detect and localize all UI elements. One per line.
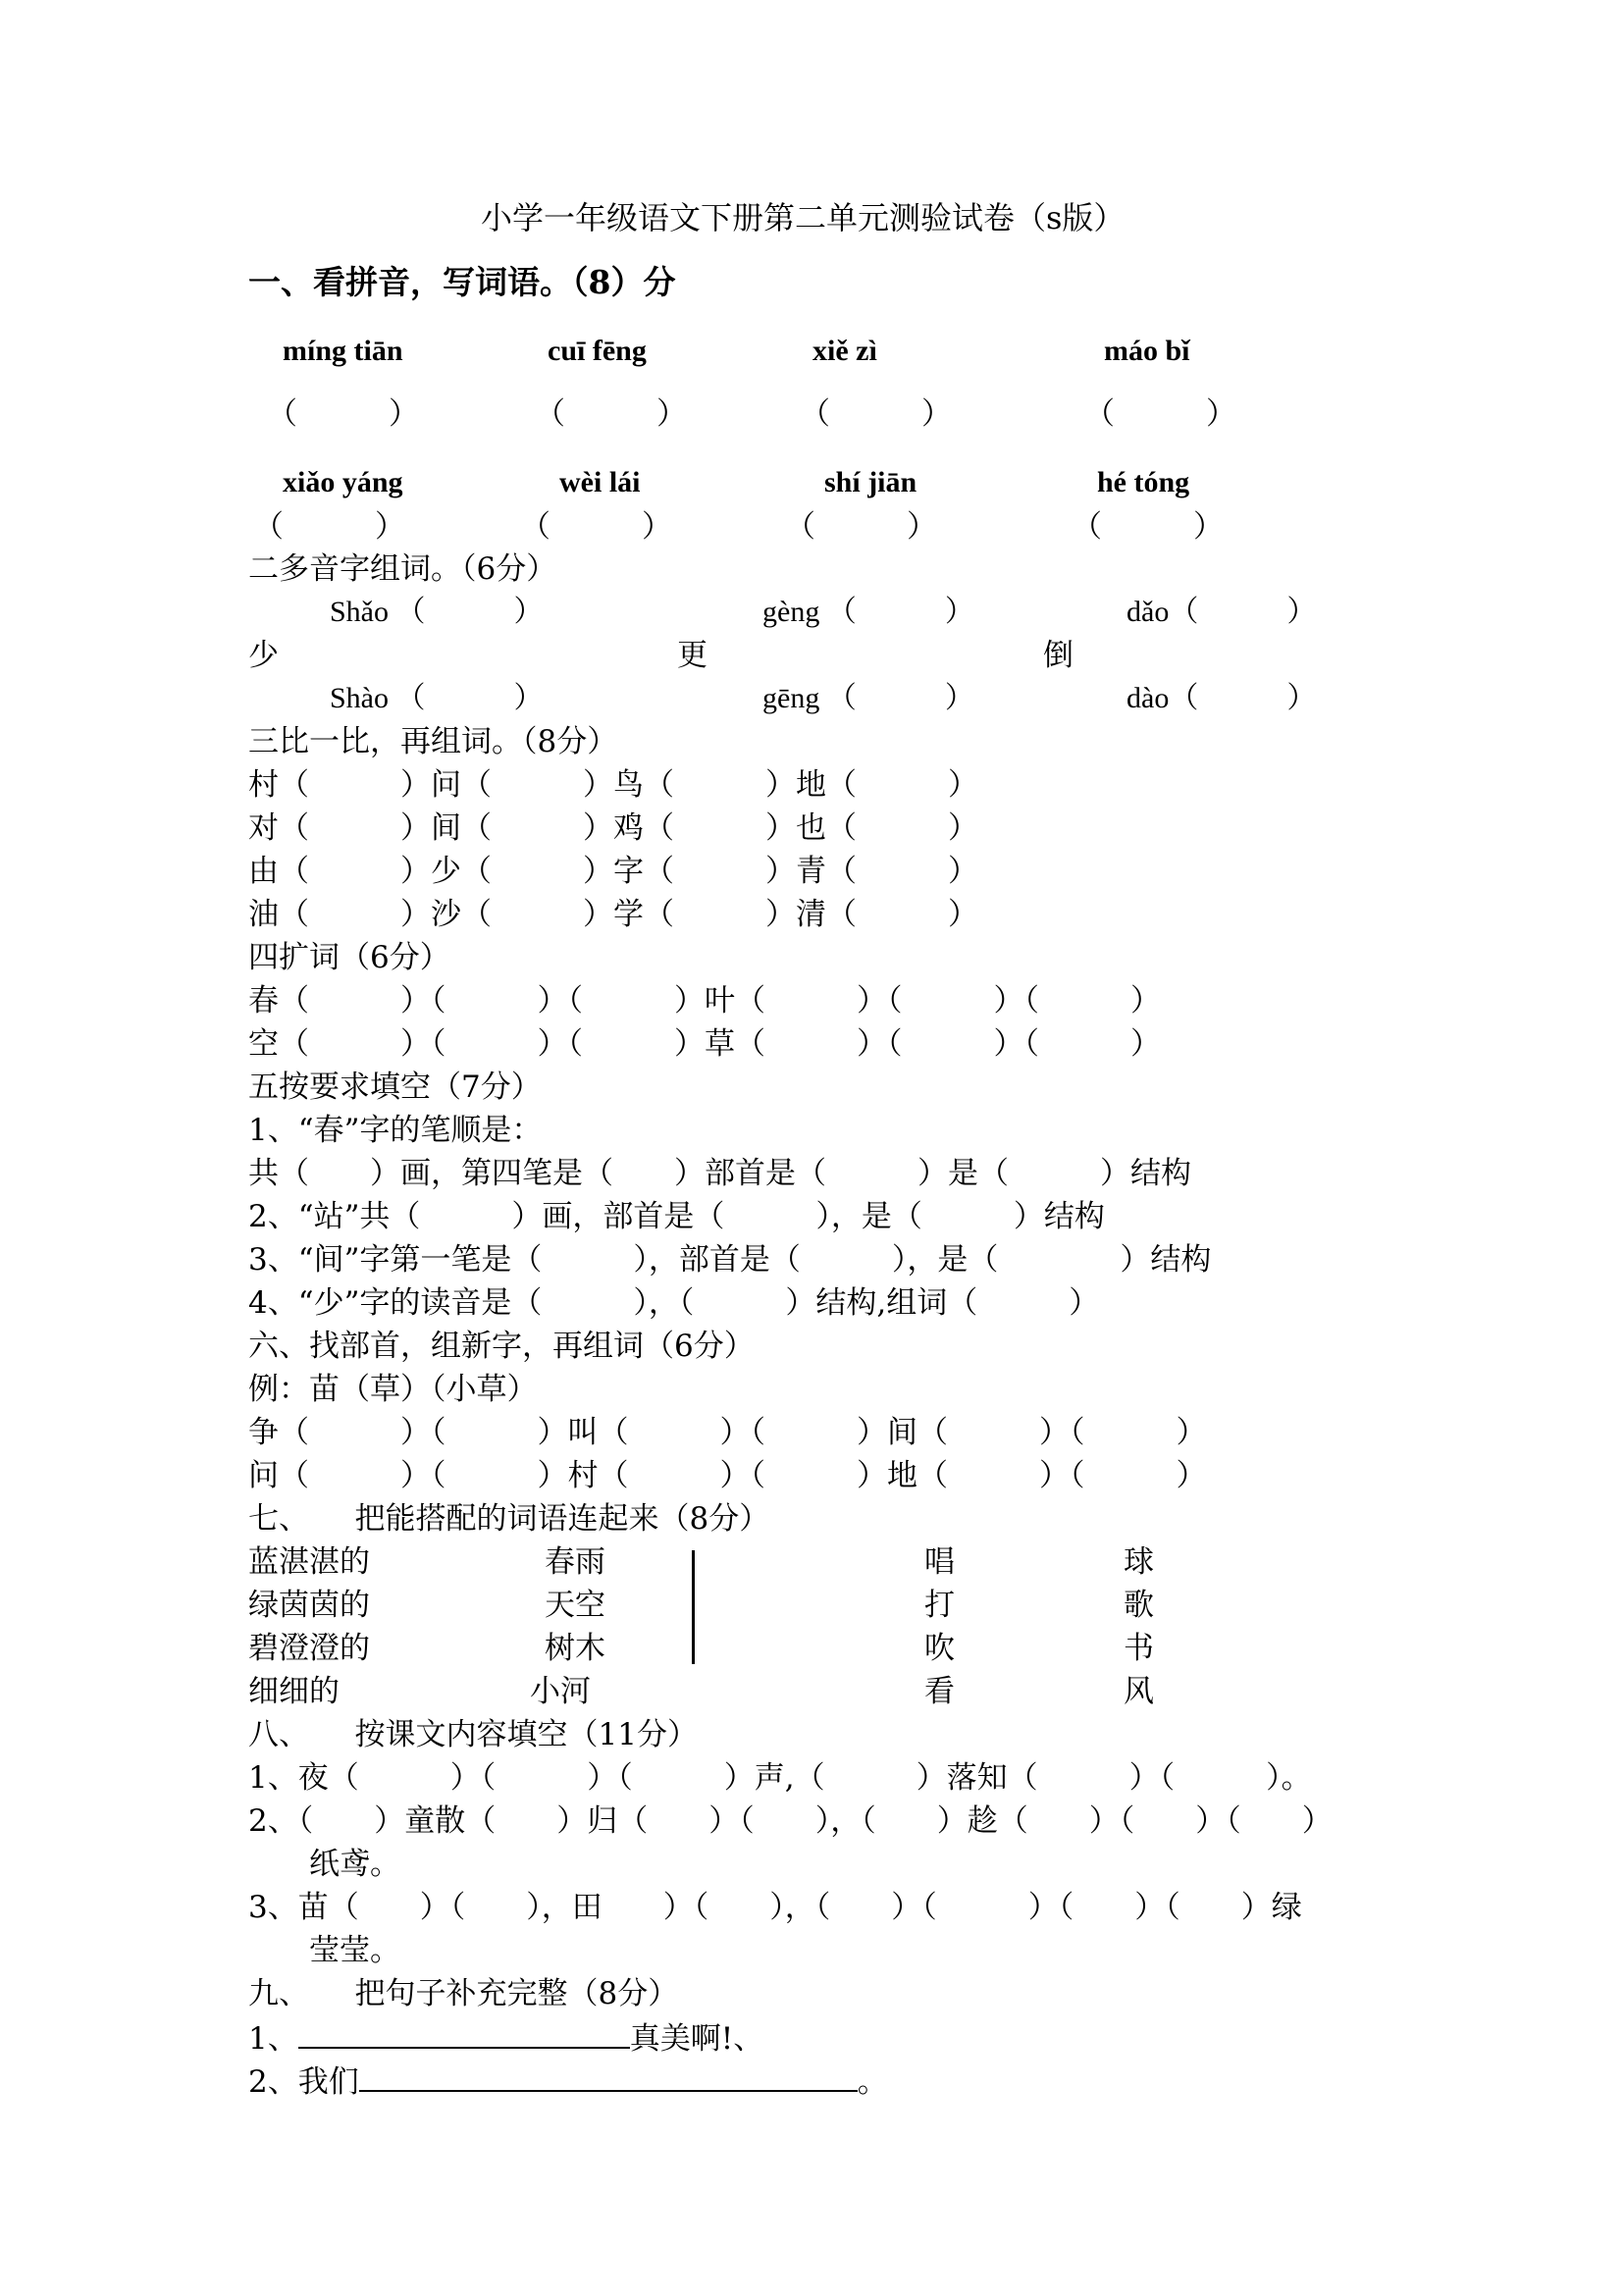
match-verb[interactable]: 打 (924, 1588, 955, 1623)
pinyin-8: hé tóng (1097, 466, 1190, 498)
sentence-prefix: 2、我们 (248, 2064, 359, 2100)
compare-row[interactable]: 油（ ）沙（ ）学（ ）清（ ） (248, 897, 978, 932)
pinyin-2: cuī fēng (548, 335, 647, 367)
match-left[interactable]: 碧澄澄的 (248, 1631, 370, 1666)
match-noun[interactable]: 球 (1124, 1544, 1154, 1580)
answer-blank[interactable]: （ ） (1072, 509, 1224, 545)
example-line: 例：苗（草）（小草） (248, 1372, 538, 1407)
sentence-blank[interactable] (359, 2061, 858, 2092)
expand-row[interactable]: 空（ ）（ ）（ ）草（ ）（ ）（ ） (248, 1026, 1161, 1062)
polyphone-reading[interactable]: Shǎo （ ） (330, 596, 544, 628)
match-verb[interactable]: 看 (924, 1674, 955, 1709)
fill-row: 1、“春”字的笔顺是： (248, 1113, 543, 1148)
sentence-blank[interactable] (298, 2017, 630, 2049)
answer-blank[interactable]: （ ） (785, 509, 937, 545)
pinyin-3: xiě zì (812, 335, 877, 367)
match-mid[interactable]: 天空 (545, 1588, 605, 1623)
match-noun[interactable]: 歌 (1124, 1588, 1154, 1623)
polyphone-reading[interactable]: gèng （ ） (762, 596, 974, 628)
match-noun[interactable]: 风 (1124, 1674, 1154, 1709)
match-left[interactable]: 蓝湛湛的 (248, 1544, 370, 1580)
polyphone-char: 更 (677, 638, 707, 673)
match-mid[interactable]: 春雨 (545, 1544, 605, 1580)
divider-line (692, 1550, 695, 1664)
sentence-suffix: 。 (857, 2064, 888, 2100)
poem-row[interactable]: 1、夜（ ）（ ）（ ）声,（ ）落知（ ）（ ）。 (248, 1760, 1312, 1796)
match-mid[interactable]: 树木 (545, 1631, 605, 1666)
match-left[interactable]: 绿茵茵的 (248, 1588, 370, 1623)
pinyin-6: wèi lái (559, 466, 641, 498)
answer-blank[interactable]: （ ） (1084, 396, 1236, 432)
match-left[interactable]: 细细的 (248, 1674, 340, 1709)
pinyin-4: máo bǐ (1104, 335, 1190, 367)
compare-row[interactable]: 由（ ）少（ ）字（ ）青（ ） (248, 854, 978, 889)
section-5-heading: 五按要求填空（7分） (248, 1070, 542, 1105)
match-verb[interactable]: 唱 (924, 1544, 955, 1580)
sentence-prefix: 1、 (248, 2021, 298, 2057)
pinyin-1: míng tiān (283, 335, 403, 367)
polyphone-char: 少 (248, 638, 279, 673)
answer-blank[interactable]: （ ） (267, 396, 419, 432)
match-verb[interactable]: 吹 (924, 1631, 955, 1666)
poem-row: 莹莹。 (248, 1933, 400, 1968)
section-1-heading: 一、看拼音，写词语。（8）分 (248, 263, 676, 301)
section-7-heading: 七、 把能搭配的词语连起来（8分） (248, 1501, 770, 1537)
polyphone-reading[interactable]: dǎo（ ） (1126, 596, 1317, 628)
answer-blank[interactable]: （ ） (520, 509, 672, 545)
polyphone-reading[interactable]: Shào （ ） (330, 682, 544, 714)
sentence-2 (248, 2061, 888, 2102)
poem-row[interactable]: 2、（ ）童散（ ）归（ ）（ ），（ ）趁（ ）（ ）（ ） (248, 1803, 1333, 1839)
polyphone-char: 倒 (1043, 638, 1074, 673)
match-noun[interactable]: 书 (1124, 1631, 1154, 1666)
compare-row[interactable]: 对（ ）间（ ）鸡（ ）也（ ） (248, 810, 978, 846)
expand-row[interactable]: 春（ ）（ ）（ ）叶（ ）（ ）（ ） (248, 983, 1161, 1018)
section-4-heading: 四扩词（6分） (248, 940, 450, 975)
match-mid[interactable]: 小河 (530, 1674, 591, 1709)
polyphone-reading[interactable]: gēng （ ） (762, 682, 974, 714)
section-2-heading: 二多音字组词。（6分） (248, 551, 557, 587)
section-8-heading: 八、 按课文内容填空（11分） (248, 1717, 698, 1752)
radical-row[interactable]: 争（ ）（ ）叫（ ）（ ）间（ ）（ ） (248, 1415, 1207, 1450)
fill-row[interactable]: 2、“站”共（ ）画，部首是（ ），是（ ）结构 (248, 1199, 1105, 1234)
sentence-suffix: 真美啊!、 (629, 2021, 764, 2057)
poem-row: 纸鸢。 (248, 1847, 400, 1882)
section-6-heading: 六、找部首，组新字，再组词（6分） (248, 1329, 755, 1364)
section-9-heading: 九、 把句子补充完整（8分） (248, 1976, 679, 2011)
sentence-1 (248, 2017, 763, 2059)
radical-row[interactable]: 问（ ）（ ）村（ ）（ ）地（ ）（ ） (248, 1458, 1207, 1493)
answer-blank[interactable]: （ ） (253, 509, 405, 545)
page-title: 小学一年级语文下册第二单元测验试卷（s版） (481, 199, 1126, 236)
fill-row[interactable]: 3、“间”字第一笔是（ ），部首是（ ），是（ ）结构 (248, 1242, 1212, 1278)
compare-row[interactable]: 村（ ）问（ ）鸟（ ）地（ ） (248, 767, 978, 803)
answer-blank[interactable]: （ ） (535, 396, 687, 432)
fill-row[interactable]: 共（ ）画，第四笔是（ ）部首是（ ）是（ ）结构 (248, 1156, 1191, 1191)
section-3-heading: 三比一比，再组词。（8分） (248, 724, 618, 759)
pinyin-5: xiǎo yáng (283, 466, 403, 498)
answer-blank[interactable]: （ ） (800, 396, 952, 432)
polyphone-reading[interactable]: dào（ ） (1126, 682, 1317, 714)
pinyin-7: shí jiān (824, 466, 917, 498)
poem-row[interactable]: 3、苗（ ）（ ），田 ）（ ），（ ）（ ）（ ）（ ）绿 (248, 1890, 1302, 1925)
fill-row[interactable]: 4、“少”字的读音是（ ），（ ）结构,组词（ ） (248, 1285, 1100, 1321)
